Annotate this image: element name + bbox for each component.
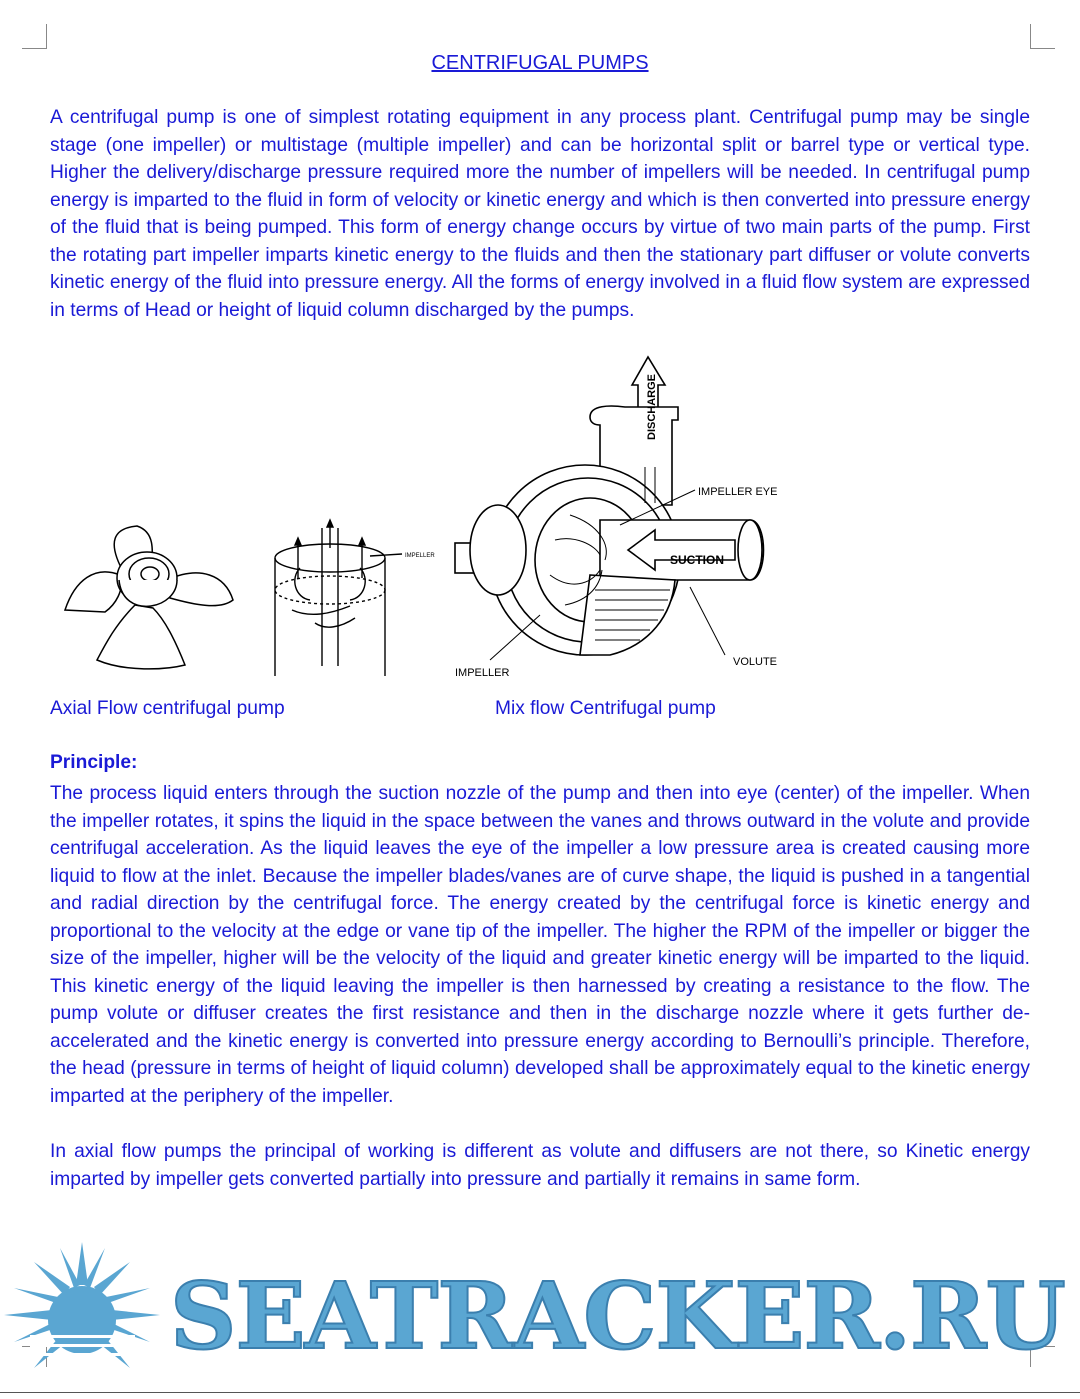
centrifugal-pump-cutaway — [450, 355, 790, 685]
page-title: CENTRIFUGAL PUMPS — [431, 52, 649, 74]
axial-impeller-drawing — [55, 520, 240, 675]
axial-flow-paragraph: In axial flow pumps the principal of working is different as volute and diffusers are not there, so Kinetic energy imparted by impeller gets converted partially into pressure and partially it remains in same form. — [50, 1141, 1030, 1190]
bottom-divider — [0, 1392, 1080, 1393]
discharge-label: DISCHARGE — [646, 373, 658, 440]
caption-axial-flow: Axial Flow centrifugal pump — [50, 698, 285, 719]
impeller-label: IMPELLER — [455, 667, 510, 679]
impeller-small-label: IMPELLER — [405, 553, 435, 559]
suction-label: SUCTION — [670, 553, 724, 567]
principle-paragraph: The process liquid enters through the suction nozzle of the pump and then into eye (center) of the impeller. When the impeller rotates, it spins the liquid in the space between the vanes and throws outward in the volute and provide centrifugal acceleration. As the liquid leaves the eye of the impeller a low pressure area is created causing more liquid to flow at the inlet. Because the impeller blades/vanes are of curve shape, the liquid is pushed in a tangential and radial direction by the centrifugal force. The energy created by the centrifugal force is kinetic energy and proportional to the velocity at the edge or vane tip of the impeller. The higher the RPM of the impeller or bigger the size of the impeller, higher will be the velocity of the liquid and greater kinetic energy will be imparted to the liquid. This kinetic energy of the liquid leaving the impeller is then harnessed by creating a resistance to the flow. The pump volute or diffuser creates the first resistance and then in the discharge nozzle where it gets further de-accelerated and the kinetic energy is converted into pressure energy according to Bernoulli’s principle. Therefore, the head (pressure in terms of height of liquid column) developed shall be approximately equal to the kinetic energy imparted at the periphery of the impeller. — [50, 783, 1030, 1107]
volute-label: VOLUTE — [733, 656, 778, 668]
crop-mark-top-right — [1030, 24, 1055, 49]
principle-heading: Principle: — [50, 752, 138, 773]
impeller-eye-label: IMPELLER EYE — [698, 486, 778, 498]
crop-mark-top-left — [22, 24, 47, 49]
sun-logo-icon — [0, 1240, 165, 1390]
mix-flow-impeller-drawing — [270, 518, 450, 678]
caption-mix-flow: Mix flow Centrifugal pump — [495, 698, 716, 719]
intro-paragraph: A centrifugal pump is one of simplest rotating equipment in any process plant. Centrifugal pump may be single stage (one impeller) or multistage (multiple impeller) and can be horizontal split or barrel type or vertical type. Higher the delivery/discharge pressure required more the number of impellers will be needed. In centrifugal pump energy is imparted to the fluid in form of velocity or kinetic energy and which is then converted into pressure energy of the fluid that is being pumped. This form of energy change occurs by virtue of two main parts of the pump. First the rotating part impeller imparts kinetic energy to the fluids and then the stationary part diffuser or volute converts kinetic energy of the fluid into pressure energy. All the forms of energy involved in a fluid flow system are expressed in terms of Head or height of liquid column discharged by the pumps. — [50, 107, 1030, 321]
watermark-text: SEATRACKER.RU — [170, 1262, 1065, 1370]
